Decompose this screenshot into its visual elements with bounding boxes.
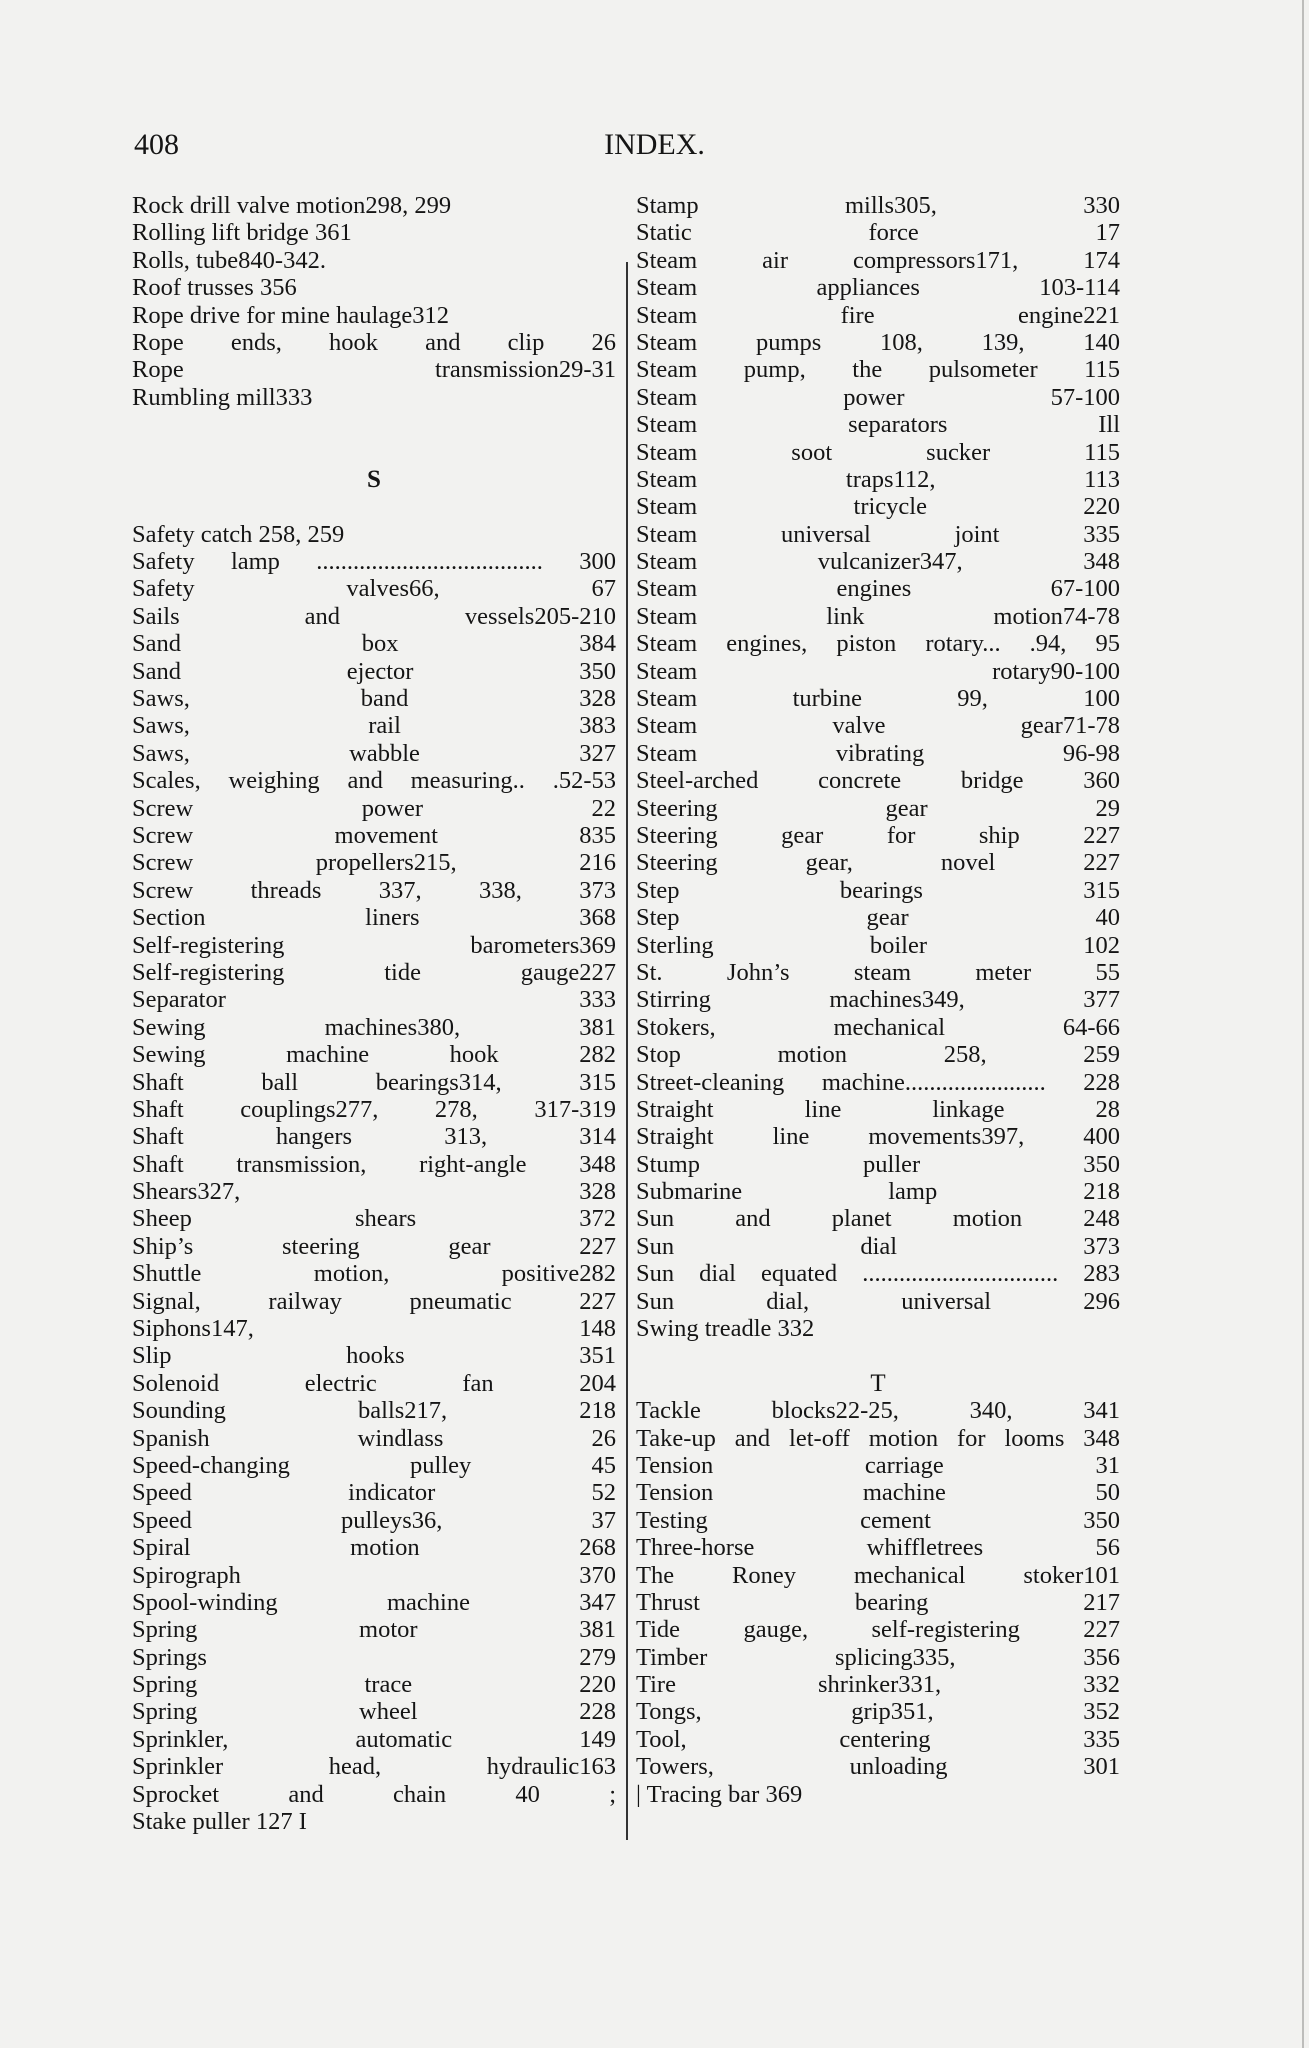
index-entry: Shaft hangers 313, 314 [132, 1123, 616, 1151]
spacer [636, 1342, 1120, 1369]
spacer [132, 411, 616, 438]
index-entry: Rolling lift bridge 361 [132, 219, 352, 247]
index-entry: Sun and planet motion 248 [636, 1205, 1120, 1233]
index-entry: Sprinkler, automatic 149 [132, 1725, 616, 1753]
index-entry: Solenoid electric fan 204 [132, 1369, 616, 1397]
index-entry: Sails and vessels205-210 [132, 602, 616, 630]
index-entry: Street-cleaning machine....................... 228 [636, 1068, 1120, 1096]
index-entry: Stake puller 127 I [132, 1808, 307, 1836]
index-entry: Steam traps112, 113 [636, 465, 1120, 493]
index-entry: Scales, weighing and measuring.. .52-53 [132, 767, 616, 795]
section-heading: T [870, 1369, 886, 1397]
index-entry: Steam tricycle 220 [636, 493, 1120, 521]
index-entry: Tide gauge, self-registering 227 [636, 1616, 1120, 1644]
index-entry: Tool, centering 335 [636, 1725, 1120, 1753]
index-entry: Screw threads 337, 338, 373 [132, 876, 616, 904]
index-entry: Screw propellers215, 216 [132, 849, 616, 877]
index-entry: Steam engines, piston rotary... .94, 95 [636, 630, 1120, 658]
index-entry: Steering gear, novel 227 [636, 849, 1120, 877]
index-entry: Shaft ball bearings314, 315 [132, 1068, 616, 1096]
index-entry: Spanish windlass 26 [132, 1424, 616, 1452]
index-entry: Safety valves66, 67 [132, 575, 616, 603]
index-entry: Steam pump, the pulsometer 115 [636, 356, 1120, 384]
index-entry: Thrust bearing 217 [636, 1588, 1120, 1616]
index-entry: Speed pulleys36, 37 [132, 1506, 616, 1534]
index-entry: Shaft transmission, right-angle 348 [132, 1150, 616, 1178]
spacer [132, 439, 616, 466]
index-entry: Steam appliances 103-114 [636, 274, 1120, 302]
index-entry: Stop motion 258, 259 [636, 1041, 1120, 1069]
index-column-right [636, 192, 1120, 1808]
index-entry: Steam power 57-100 [636, 383, 1120, 411]
index-entry: Sewing machines380, 381 [132, 1013, 616, 1041]
index-entry: Testing cement 350 [636, 1506, 1120, 1534]
index-entry: Rope ends, hook and clip 26 [132, 328, 616, 356]
index-entry: Signal, railway pneumatic 227 [132, 1287, 616, 1315]
index-entry: Self-registering tide gauge227 [132, 958, 616, 986]
index-entry: Sheep shears 372 [132, 1205, 616, 1233]
index-entry: Slip hooks 351 [132, 1342, 616, 1370]
index-entry: Steam pumps 108, 139, 140 [636, 328, 1120, 356]
index-entry: Roof trusses 356 [132, 274, 297, 302]
index-entry: Spring wheel 228 [132, 1698, 616, 1726]
index-entry: Safety lamp ..................................... 300 [132, 548, 616, 576]
index-entry: Steam turbine 99, 100 [636, 685, 1120, 713]
index-entry: Saws, rail 383 [132, 712, 616, 740]
index-entry: Timber splicing335, 356 [636, 1643, 1120, 1671]
index-entry: Straight line linkage 28 [636, 1095, 1120, 1123]
index-entry: Ship’s steering gear 227 [132, 1232, 616, 1260]
index-entry: Tension machine 50 [636, 1479, 1120, 1507]
index-entry: Rope drive for mine haulage312 [132, 301, 450, 329]
index-entry: Sprocket and chain 40 ; [132, 1780, 616, 1808]
index-entry: Steam vulcanizer347, 348 [636, 548, 1120, 576]
index-entry: Steam engines 67-100 [636, 575, 1120, 603]
index-entry: Stirring machines349, 377 [636, 986, 1120, 1014]
index-entry: Step bearings 315 [636, 876, 1120, 904]
index-entry: Saws, band 328 [132, 685, 616, 713]
index-entry: Sand box 384 [132, 630, 616, 658]
section-heading: S [367, 465, 381, 493]
index-entry: Speed-changing pulley 45 [132, 1451, 616, 1479]
index-entry: Steering gear 29 [636, 794, 1120, 822]
index-entry: Sounding balls217, 218 [132, 1397, 616, 1425]
index-entry: Submarine lamp 218 [636, 1178, 1120, 1206]
index-entry: Sterling boiler 102 [636, 931, 1120, 959]
index-entry: Shears327, 328 [132, 1178, 616, 1206]
index-entry: Sprinkler head, hydraulic163 [132, 1753, 616, 1781]
index-entry: Steam air compressors171, 174 [636, 246, 1120, 274]
index-entry: Towers, unloading 301 [636, 1753, 1120, 1781]
index-entry: The Roney mechanical stoker101 [636, 1561, 1120, 1589]
index-entry: Stump puller 350 [636, 1150, 1120, 1178]
index-entry: | Tracing bar 369 [636, 1780, 803, 1808]
page-edge [1302, 0, 1304, 2048]
index-entry: Steering gear for ship 227 [636, 821, 1120, 849]
index-column-left [132, 192, 616, 1835]
index-entry: Section liners 368 [132, 904, 616, 932]
index-entry: Tongs, grip351, 352 [636, 1698, 1120, 1726]
index-entry: Stokers, mechanical 64-66 [636, 1013, 1120, 1041]
index-entry: Stamp mills305, 330 [636, 192, 1120, 219]
index-entry: Step gear 40 [636, 904, 1120, 932]
index-entry: Steam vibrating 96-98 [636, 739, 1120, 767]
spacer [132, 493, 616, 520]
index-entry: Steam fire engine221 [636, 301, 1120, 329]
index-entry: Saws, wabble 327 [132, 739, 616, 767]
index-entry: Rolls, tube840-342. [132, 246, 326, 274]
index-entry: Sun dial, universal 296 [636, 1287, 1120, 1315]
index-entry: Spirograph 370 [132, 1561, 616, 1589]
index-entry: Springs 279 [132, 1643, 616, 1671]
index-entry: Spool-winding machine 347 [132, 1588, 616, 1616]
index-entry: Steam soot sucker 115 [636, 438, 1120, 466]
index-entry: Siphons147, 148 [132, 1315, 616, 1343]
index-entry: Shaft couplings277, 278, 317-319 [132, 1095, 616, 1123]
index-entry: Rope transmission29-31 [132, 356, 616, 384]
index-entry: Self-registering barometers369 [132, 931, 616, 959]
index-entry: Spiral motion 268 [132, 1534, 616, 1562]
page-number: 408 [134, 128, 179, 161]
index-entry: Steam separators Ill [636, 411, 1120, 439]
index-entry: Speed indicator 52 [132, 1479, 616, 1507]
index-entry: Safety catch 258, 259 [132, 520, 345, 548]
index-entry: Steam valve gear71-78 [636, 712, 1120, 740]
index-entry: Rock drill valve motion298, 299 [132, 192, 452, 219]
index-entry: Sun dial 373 [636, 1232, 1120, 1260]
index-entry: Screw power 22 [132, 794, 616, 822]
index-entry: Static force 17 [636, 219, 1120, 247]
index-entry: Steel-arched concrete bridge 360 [636, 767, 1120, 795]
index-entry: Sewing machine hook 282 [132, 1041, 616, 1069]
index-entry: Separator 333 [132, 986, 616, 1014]
index-entry: Spring motor 381 [132, 1616, 616, 1644]
index-entry: Steam link motion74-78 [636, 602, 1120, 630]
index-entry: Swing treadle 332 [636, 1315, 815, 1343]
page-title: INDEX. [604, 128, 705, 161]
index-entry: Rumbling mill333 [132, 383, 313, 411]
index-entry: Steam universal joint 335 [636, 520, 1120, 548]
index-entry: Take-up and let-off motion for looms 348 [636, 1424, 1120, 1452]
index-entry: St. John’s steam meter 55 [636, 958, 1120, 986]
index-entry: Spring trace 220 [132, 1671, 616, 1699]
index-entry: Tension carriage 31 [636, 1451, 1120, 1479]
index-entry: Steam rotary90-100 [636, 657, 1120, 685]
column-divider [626, 262, 628, 1840]
index-entry: Tire shrinker331, 332 [636, 1671, 1120, 1699]
index-entry: Tackle blocks22-25, 340, 341 [636, 1397, 1120, 1425]
index-entry: Screw movement 835 [132, 821, 616, 849]
index-entry: Sun dial equated ................................ 283 [636, 1260, 1120, 1288]
index-entry: Shuttle motion, positive282 [132, 1260, 616, 1288]
index-entry: Sand ejector 350 [132, 657, 616, 685]
index-entry: Straight line movements397, 400 [636, 1123, 1120, 1151]
index-entry: Three-horse whiffletrees 56 [636, 1534, 1120, 1562]
